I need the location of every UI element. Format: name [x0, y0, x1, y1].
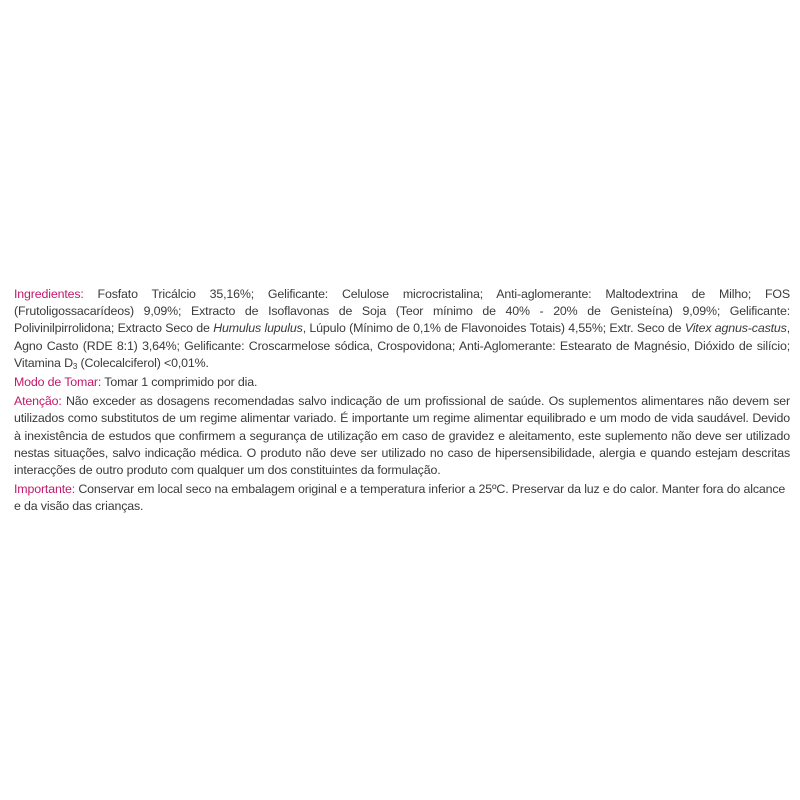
humulus-lupulus-name: Humulus lupulus — [213, 321, 303, 336]
dosage-heading: Modo de Tomar: — [14, 375, 102, 390]
dosage-text: Tomar 1 comprimido por dia. — [101, 375, 258, 390]
important-text: Conservar em local seco na embalagem original e a temperatura inferior a 25ºC. Preservar da luz e do calor. Manter fora do alcance e da visão das crianças. — [14, 482, 786, 514]
ingredients-text-3: , Agno Casto (RDE 8:1) 3,64%; Gelificante: Croscarmelose sódica, Crospovidona; Anti-Aglomerante: Estearato de Magnésio, Dióxido de silício; Vitamina D — [14, 321, 790, 370]
dosage-section — [14, 374, 790, 391]
product-label-text — [14, 286, 790, 518]
attention-heading: Atenção: — [14, 394, 62, 409]
vitamin-d-subscript: 3 — [72, 361, 78, 371]
attention-text: Não exceder as dosagens recomendadas salvo indicação de um profissional de saúde. Os suplementos alimentares não devem ser utilizados como substitutos de um regime alimentar variado. É importante um regime alimentar equilibrado e um modo de vida saudável. Devido à inexistência de estudos que confirmem a segurança de utilização em caso de gravidez e aleitamento, este suplemento não deve ser utilizado nestas situações, salvo indicação médica. O produto não deve ser utilizado no caso de hipersensibilidade, alergia e quando estejam descritas interacções de outro produto com qualquer um dos constituintes da formulação. — [14, 394, 790, 478]
ingredients-text-2: , Lúpulo (Mínimo de 0,1% de Flavonoides Totais) 4,55%; Extr. Seco de — [302, 321, 685, 336]
ingredients-text-4: (Colecalciferol) <0,01%. — [77, 355, 209, 370]
ingredients-heading: Ingredientes: — [14, 287, 84, 301]
attention-section — [14, 393, 790, 479]
vitex-agnus-castus-name: Vitex agnus-castus — [684, 321, 787, 336]
important-heading: Importante: — [14, 482, 76, 497]
important-section — [14, 481, 790, 515]
ingredients-section — [14, 286, 790, 372]
ingredients-text-1: Fosfato Tricálcio 35,16%; Gelificante: Celulose microcristalina; Anti-aglomerante: Maltodextrina de Milho; FOS (Frutoligossacarídeos) 9,09%; Extracto de Isoflavonas de Soja (Teor mínimo de 40% - 20% de Genisteína) 9,09%; Gelificante: Polivinilpirrolidona; Extracto Seco de — [14, 287, 790, 336]
